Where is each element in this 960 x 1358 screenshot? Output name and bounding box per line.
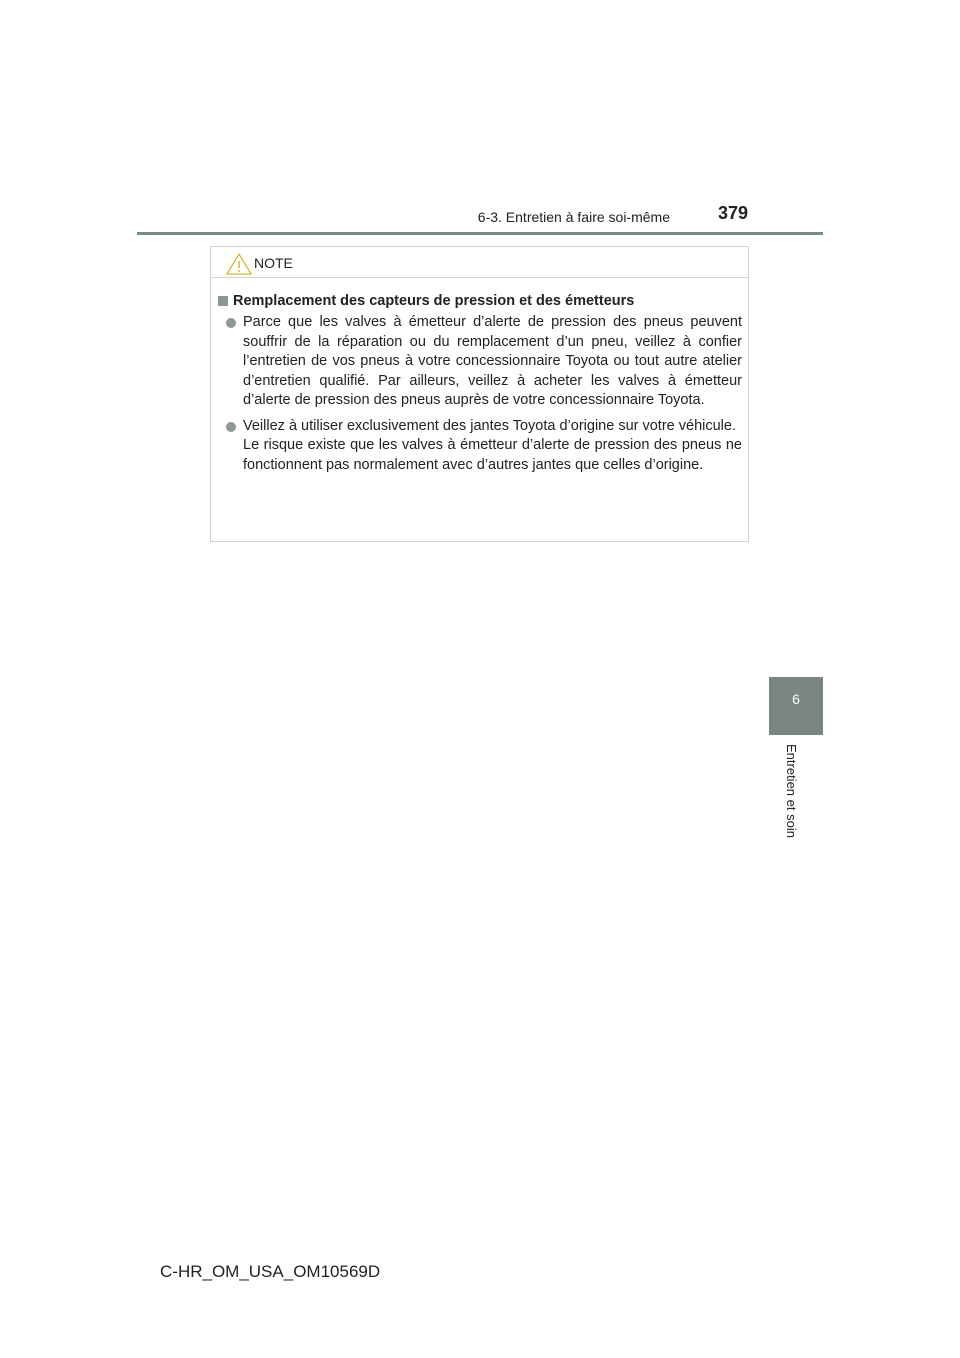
note-title: NOTE bbox=[254, 255, 293, 271]
square-bullet-icon bbox=[218, 296, 228, 306]
note-body bbox=[211, 278, 748, 475]
note-section-title-text: Remplacement des capteurs de pression et des émetteurs bbox=[233, 293, 635, 309]
note-section-title bbox=[217, 291, 742, 311]
list-item-text-line2: Le risque existe que les valves à émetteur d’alerte de pression des pneus ne fonctionnent pas normalement avec d’autres jantes que celles d’origine. bbox=[243, 437, 742, 473]
list-item-text: Parce que les valves à émetteur d’alerte de pression des pneus peuvent souffrir de la réparation ou du remplacement d’un pneu, veillez à confier l’entretien de vos pneus à votre concessionnaire Toyota ou tout autre atelier d’entretien qualifié. Par ailleurs, veillez à acheter les valves à émetteur d’alerte de pression des pneus auprès de votre concessionnaire Toyota. bbox=[243, 314, 742, 408]
note-header bbox=[211, 247, 748, 278]
chapter-tab bbox=[769, 677, 823, 735]
page-number: 379 bbox=[718, 203, 749, 223]
note-box bbox=[210, 246, 749, 542]
list-item bbox=[217, 417, 742, 476]
chapter-title: Entretien et soin bbox=[784, 744, 799, 838]
circle-bullet-icon bbox=[226, 318, 236, 328]
circle-bullet-icon bbox=[226, 422, 236, 432]
list-item bbox=[217, 313, 742, 411]
document-code: C-HR_OM_USA_OM10569D bbox=[160, 1262, 381, 1281]
header-section-title: 6-3. Entretien à faire soi-même bbox=[477, 209, 670, 225]
list-item-text-line1: Veillez à utiliser exclusivement des jantes Toyota d’origine sur votre véhicule. bbox=[243, 417, 736, 434]
header-divider bbox=[137, 232, 823, 235]
chapter-number: 6 bbox=[792, 691, 800, 707]
warning-triangle-icon bbox=[226, 253, 252, 275]
